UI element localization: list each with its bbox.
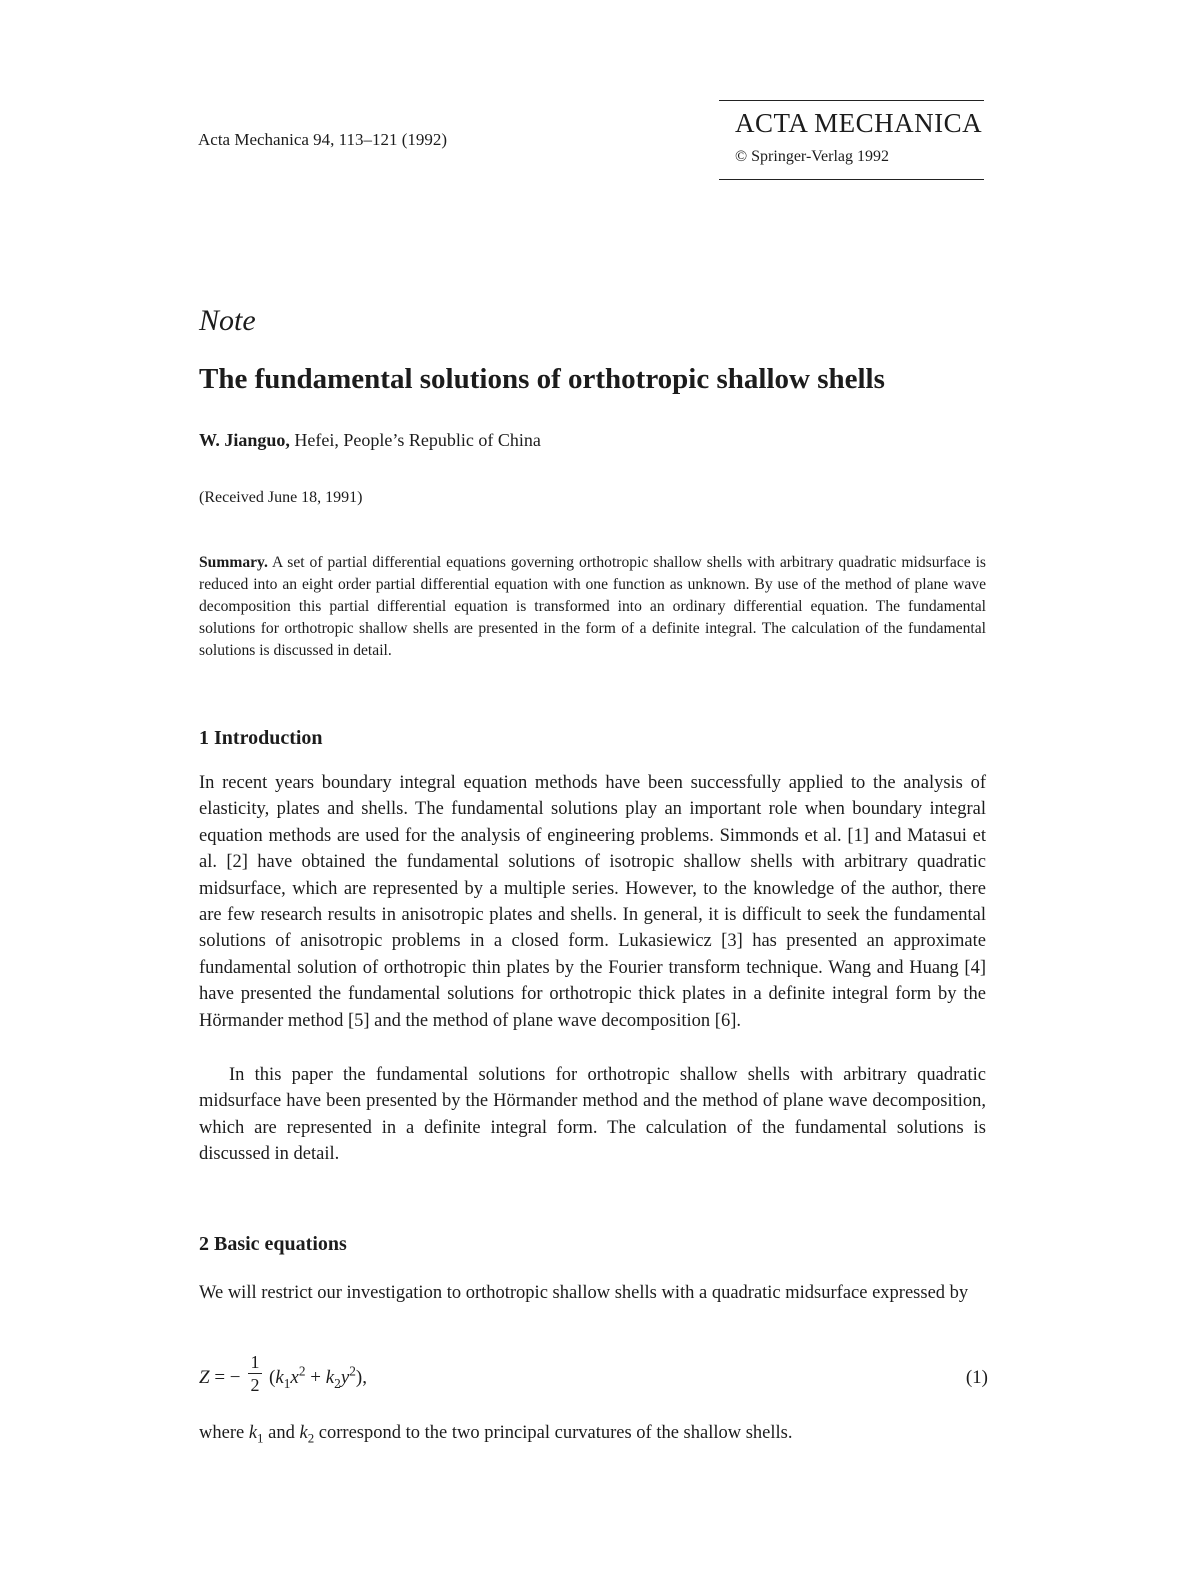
journal-name: ACTA MECHANICA: [735, 108, 983, 138]
summary-text: A set of partial differential equations governing orthotropic shallow shells with arbitrary quadratic midsurface is reduced into an eight order partial differential equation with one function as unknown. By use of the method of plane wave decomposition this partial differential equation is transformed into an ordinary differential equation. The fundamental solutions for orthotropic shallow shells are presented in the form of a definite integral. The calculation of the fundamental solutions is discussed in detail.: [199, 554, 986, 659]
article-type-label: Note: [199, 304, 256, 337]
paper-title: The fundamental solutions of orthotropic shallow shells: [199, 363, 885, 395]
where-and: and: [263, 1423, 300, 1443]
where-suffix: correspond to the two principal curvatures of the shallow shells.: [314, 1423, 793, 1443]
equation-1-fraction: [248, 1351, 262, 1396]
author-affiliation: Hefei, People’s Republic of China: [289, 430, 541, 450]
fraction-numerator: 1: [248, 1351, 262, 1374]
journal-citation: Acta Mechanica 94, 113–121 (1992): [198, 130, 448, 149]
equation-1-lhs: Z = −: [199, 1367, 241, 1388]
equation-1-number: (1): [965, 1367, 988, 1388]
section-heading-introduction: 1 Introduction: [199, 727, 323, 749]
equation-1: [199, 1351, 988, 1411]
author-name: W. Jianguo,: [199, 430, 290, 450]
summary-label: Summary.: [199, 554, 268, 571]
where-prefix: where: [199, 1423, 249, 1443]
equation-1-rhs: $(k_1x^2 + k_2y^2)$,: [269, 1363, 367, 1391]
intro-paragraph-2: In this paper the fundamental solutions for orthotropic shallow shells with arbitrary quadratic midsurface have been presented by the Hörmander method and the method of plane wave decomposition, which are represented in a definite integral form. The calculation of the fundamental solutions is discussed in detail.: [199, 1065, 986, 1165]
received-date: (Received June 18, 1991): [199, 489, 363, 506]
basic-equations-paragraph: We will restrict our investigation to orthotropic shallow shells with a quadratic midsurface expressed by: [199, 1283, 969, 1303]
section-heading-basic-equations: 2 Basic equations: [199, 1233, 347, 1255]
fraction-denominator: 2: [250, 1375, 260, 1395]
summary-abstract: [199, 552, 986, 662]
copyright-notice: © Springer-Verlag 1992: [735, 148, 890, 165]
byline: [199, 430, 541, 451]
intro-paragraph-1: In recent years boundary integral equation methods have been successfully applied to the analysis of elasticity, plates and shells. The fundamental solutions play an important role when boundary integral equation methods are used for the analysis of engineering problems. Simmonds et al. [1] and Matasui et al. [2] have obtained the fundamental solutions of isotropic shallow shells with arbitrary quadratic midsurface, which are represented by a multiple series. However, to the knowledge of the author, there are few research results in anisotropic plates and shells. In general, it is difficult to seek the fundamental solutions of anisotropic problems in a closed form. Lukasiewicz [3] has presented an approximate fundamental solution of orthotropic thin plates by the Fourier transform technique. Wang and Huang [4] have presented the fundamental solutions for orthotropic thick plates in a definite integral form by the Hörmander method [5] and the method of plane wave decomposition [6].: [199, 773, 986, 1031]
equation-1-explanation: where $k_1$ and $k_2$ correspond to the two principal curvatures of the shallow shells.: [199, 1423, 793, 1446]
